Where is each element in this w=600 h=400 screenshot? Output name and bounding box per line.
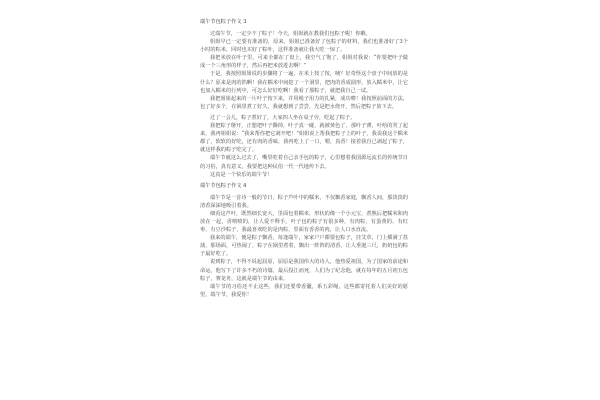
paragraph: 我把姐姐起来的一片叶子按下来，并用绳子用力的扎紧，成功啦！我按照前面的方法，包了好多个，在锅里煮了好久，我就想到了尝尝，先是把水烧开，然后把粽子放下去， (200, 95, 408, 110)
paragraph: 端午节的习俗还不止这些，我们还要带香囊，系五彩绳，这些都寄托着人们美好的愿望，端午节，我爱你！ (200, 283, 408, 298)
paragraph: 我把粽子掰开，正想把叶子撕掉，叶子真一碰，就被黄色了，那叶子薄，叶哈的哭了起来，我再姐姐说：“我来帮你把它剥开吧！”姐姐说上帮我把粽子上的叶子，我说我这个糯米都了，软软的好吃，还有肉的香味，我再吃上了一口，嗯，真香！接着我自己剥起了粽子，就这样我的粽子吃完了。 (200, 123, 408, 154)
paragraph: 于是，我按照姐姐说的步骤将了一遍，在米上按了按，咦？好奇怪这个盘子中间放的是什么？原来是肉的馅啊！我在糯米中间挖了一个洞里，把肉的香成圆形，放入糯米中，让它也加入糯米的行列中，可怎么好好吃啊！我看了那粽子，就把我自己一试。 (200, 71, 408, 94)
essay-3 (200, 18, 408, 179)
paragraph: 过了一会儿，粽子煮好了，大家四人坐在桌子旁，吃起了粽子。 (210, 114, 356, 121)
paragraph: 姐姐早已一定要有准备的，原来，姐姐已准备好了包粽子的材料，我们也准备好了3个小时的粽米，回时也买好了粽叶，这样准备就让我大吃一惊了。 (200, 39, 408, 54)
essay-3-title: 端午节包粽子作文 3 (200, 19, 247, 25)
paragraph: 说到粽子，不得不说起屈原，屈原是我国伟大的诗人，他热爱祖国，为了国家的前途和命运，他写下了许多不朽的诗篇，最后投江而死，人们为了纪念他，就在每年的五月初五包粽子，赛龙舟，这就是端午节的由来。 (200, 259, 408, 282)
paragraph: 端午节是一首诗一般的节日，粽子芦叶中的糯米，不仅飘香家庭，飘香人间，那淡淡的清香深深地吸引着我。 (200, 194, 408, 209)
paragraph: 我来的端午，便是粽子飘香，每逢端午，家家户户都要包粽子，挂艾草，门上插满了菖蒲，那场面，可热闹了，粽子在锅里煮着，飘出一阵阵的清香，让人垂涎三尺，奶奶包的粽子最好吃了。 (200, 235, 408, 258)
essay-4-title: 端午节包粽子作文 4 (200, 182, 247, 189)
paragraph: 这真是一个快乐的端午节！ (210, 171, 273, 178)
paragraph: 端午节就这么过去了，嘴里吃着自己亲手包的粽子，心里想着我国源远流长的传统节日的习俗，真有意义，我要把这种民俗一代一代地传下去。 (200, 155, 408, 170)
paragraph: 过端午节，一定少不了粽子！今天，姐姐就在教我们包粽子呢！你瞧， (210, 31, 371, 37)
text-column (200, 18, 408, 390)
essay-4 (200, 182, 408, 299)
paragraph: 细看这芦叶，既然细长宽大，里面包着糯米，形状的像一个小元宝，煮熟后把糯米和肉放在一起，香喷喷的，让人爱不释手。叶子包的粽子有很多种，有肉粽、有蛋黄的、有红枣、有豆沙粽子，我最喜欢吃的是肉粽，里面有香香的肉，让人口水直流。 (200, 210, 408, 234)
paragraph: 我把米放在叶子里，可来全都在了盘上，我空气了饱了，姐姐对我说：“你要把叶子做成一个三角形的样子，然后再把米放进去啊！” (200, 55, 408, 70)
